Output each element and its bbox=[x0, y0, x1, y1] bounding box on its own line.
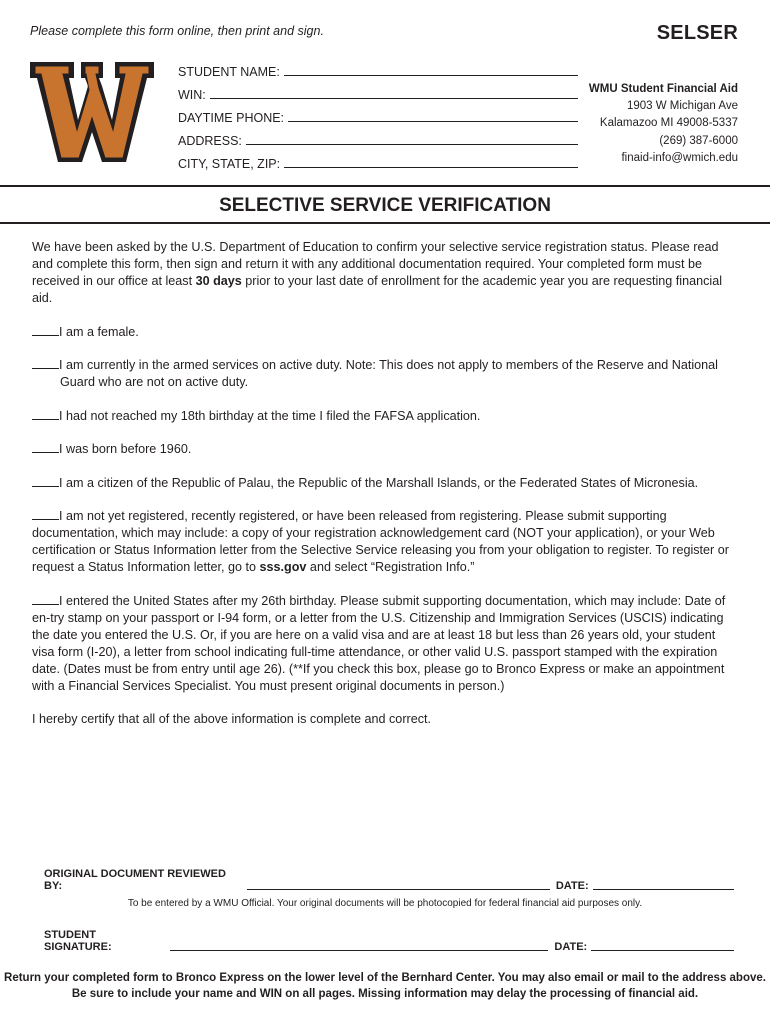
signature-line[interactable] bbox=[170, 950, 549, 951]
field-input-line[interactable] bbox=[284, 167, 578, 168]
form-body bbox=[32, 239, 740, 745]
footer-line-1: Return your completed form to Bronco Express on the lower level of the Bernhard Center. You may also email or mail to the address above. bbox=[4, 972, 766, 984]
option-text: I am a female. bbox=[59, 324, 139, 339]
footer-instructions bbox=[0, 970, 770, 1002]
reviewed-by-label: ORIGINAL DOCUMENT REVIEWED BY: bbox=[44, 868, 226, 892]
intro-paragraph bbox=[32, 239, 740, 307]
field-label: STUDENT NAME: bbox=[178, 65, 280, 79]
document-title: SELECTIVE SERVICE VERIFICATION bbox=[219, 195, 551, 216]
field-input-line[interactable] bbox=[284, 75, 578, 76]
reviewed-by-row bbox=[44, 868, 734, 892]
option-text: I am currently in the armed services on active duty. Note: This does not apply to members of the Reserve and National Guard who are not on active duty. bbox=[59, 358, 718, 389]
footer-line-2: Be sure to include your name and WIN on all pages. Missing information may delay the processing of financial aid. bbox=[71, 988, 699, 1000]
option-not-registered bbox=[32, 508, 740, 576]
option-text: I entered the United States after my 26th birthday. Please submit supporting documentation, which may include: Date of en-try stamp on your passport or I-94 form, or a letter from the U.S. Citizenship and Immigration Services (USCIS) indicating the date you entered the U.S. Or, if you are here on a valid visa and are at least 18 but less than 26 years old, your student visa form (I-20), a letter from school indicating full-time attendance, or other valid U.S. passport stamped with the expiration date. (Dates must be from entry until age 26). (**If you check this box, please go to Bronco Express or make an appointment with a Financial Services Specialist. You must present original documents in person.) bbox=[32, 593, 726, 693]
field-input-line[interactable] bbox=[210, 98, 578, 99]
intro-text-end: prior to your last date of enrollment for the academic year you are requesting financial aid. bbox=[32, 274, 723, 305]
field-input-line[interactable] bbox=[288, 121, 578, 122]
option-armed-services bbox=[32, 357, 740, 391]
field-label: ADDRESS: bbox=[178, 134, 242, 148]
check-blank[interactable] bbox=[32, 604, 59, 605]
check-blank[interactable] bbox=[32, 486, 59, 487]
check-blank[interactable] bbox=[32, 335, 59, 336]
option-under-18 bbox=[32, 408, 740, 425]
address-field[interactable] bbox=[178, 125, 578, 148]
title-rule-bottom bbox=[0, 222, 770, 224]
daytime-phone-field[interactable] bbox=[178, 102, 578, 125]
option-text: I am a citizen of the Republic of Palau, the Republic of the Marshall Islands, or the Federated States of Micronesia. bbox=[59, 475, 699, 490]
check-blank[interactable] bbox=[32, 519, 59, 520]
option-text: I am not yet registered, recently registered, or have been released from registering. Please submit supporting documentation, which may include: a copy of your registration acknowledgement card (NOT your application), or your Web certification or Status Information letter from the Selective Service releasing you from your obligation to register. To register or request a Status Information letter, go to bbox=[32, 509, 729, 574]
office-street: 1903 W Michigan Ave bbox=[626, 100, 738, 113]
reviewed-date-line[interactable] bbox=[593, 889, 734, 890]
option-text: I had not reached my 18th birthday at the time I filed the FAFSA application. bbox=[59, 408, 481, 423]
intro-text: We have been asked by the U.S. Department of Education to confirm your selective service registration status. Please read and complete this form, then sign and return it with any additional documentation required. Your completed form must be received in our office at least bbox=[32, 240, 719, 288]
win-field[interactable] bbox=[178, 79, 578, 102]
field-label: CITY, STATE, ZIP: bbox=[178, 157, 281, 171]
signature-row bbox=[44, 929, 734, 953]
wmu-logo bbox=[28, 58, 156, 164]
check-blank[interactable] bbox=[32, 419, 59, 420]
signature-date-label: DATE: bbox=[554, 941, 588, 953]
check-blank[interactable] bbox=[32, 368, 59, 369]
form-instruction: Please complete this form online, then print and sign. bbox=[30, 24, 324, 38]
form-code: SELSER bbox=[656, 22, 738, 44]
field-input-line[interactable] bbox=[246, 144, 578, 145]
reviewed-by-line[interactable] bbox=[247, 889, 549, 890]
office-address-block bbox=[589, 81, 738, 167]
field-label: WIN: bbox=[178, 88, 206, 102]
office-email: finaid-info@wmich.edu bbox=[621, 151, 738, 164]
title-rule-top bbox=[0, 185, 770, 187]
reviewed-date-label: DATE: bbox=[555, 880, 589, 892]
student-info-fields bbox=[178, 56, 578, 171]
office-name: WMU Student Financial Aid bbox=[588, 83, 738, 95]
option-entered-after-26 bbox=[32, 593, 740, 695]
signature-date-line[interactable] bbox=[591, 950, 734, 951]
office-city: Kalamazoo MI 49008-5337 bbox=[599, 117, 738, 130]
intro-bold: 30 days bbox=[195, 274, 242, 288]
sss-gov-link[interactable]: sss.gov bbox=[259, 560, 307, 574]
field-label: DAYTIME PHONE: bbox=[178, 111, 285, 125]
signature-label: STUDENT SIGNATURE: bbox=[44, 929, 112, 953]
certify-statement: I hereby certify that all of the above information is complete and correct. bbox=[32, 712, 432, 726]
student-name-field[interactable] bbox=[178, 56, 578, 79]
option-text: I was born before 1960. bbox=[59, 442, 192, 456]
office-phone: (269) 387-6000 bbox=[659, 134, 738, 147]
city-state-zip-field[interactable] bbox=[178, 148, 578, 171]
option-citizen-pacific bbox=[32, 475, 740, 492]
check-blank[interactable] bbox=[32, 452, 59, 453]
option-born-before-1960 bbox=[32, 441, 740, 458]
option-text-end: and select “Registration Info.” bbox=[306, 560, 475, 574]
option-female bbox=[32, 324, 740, 341]
official-note: To be entered by a WMU Official. Your original documents will be photocopied for federal financial aid purposes only. bbox=[127, 898, 643, 909]
